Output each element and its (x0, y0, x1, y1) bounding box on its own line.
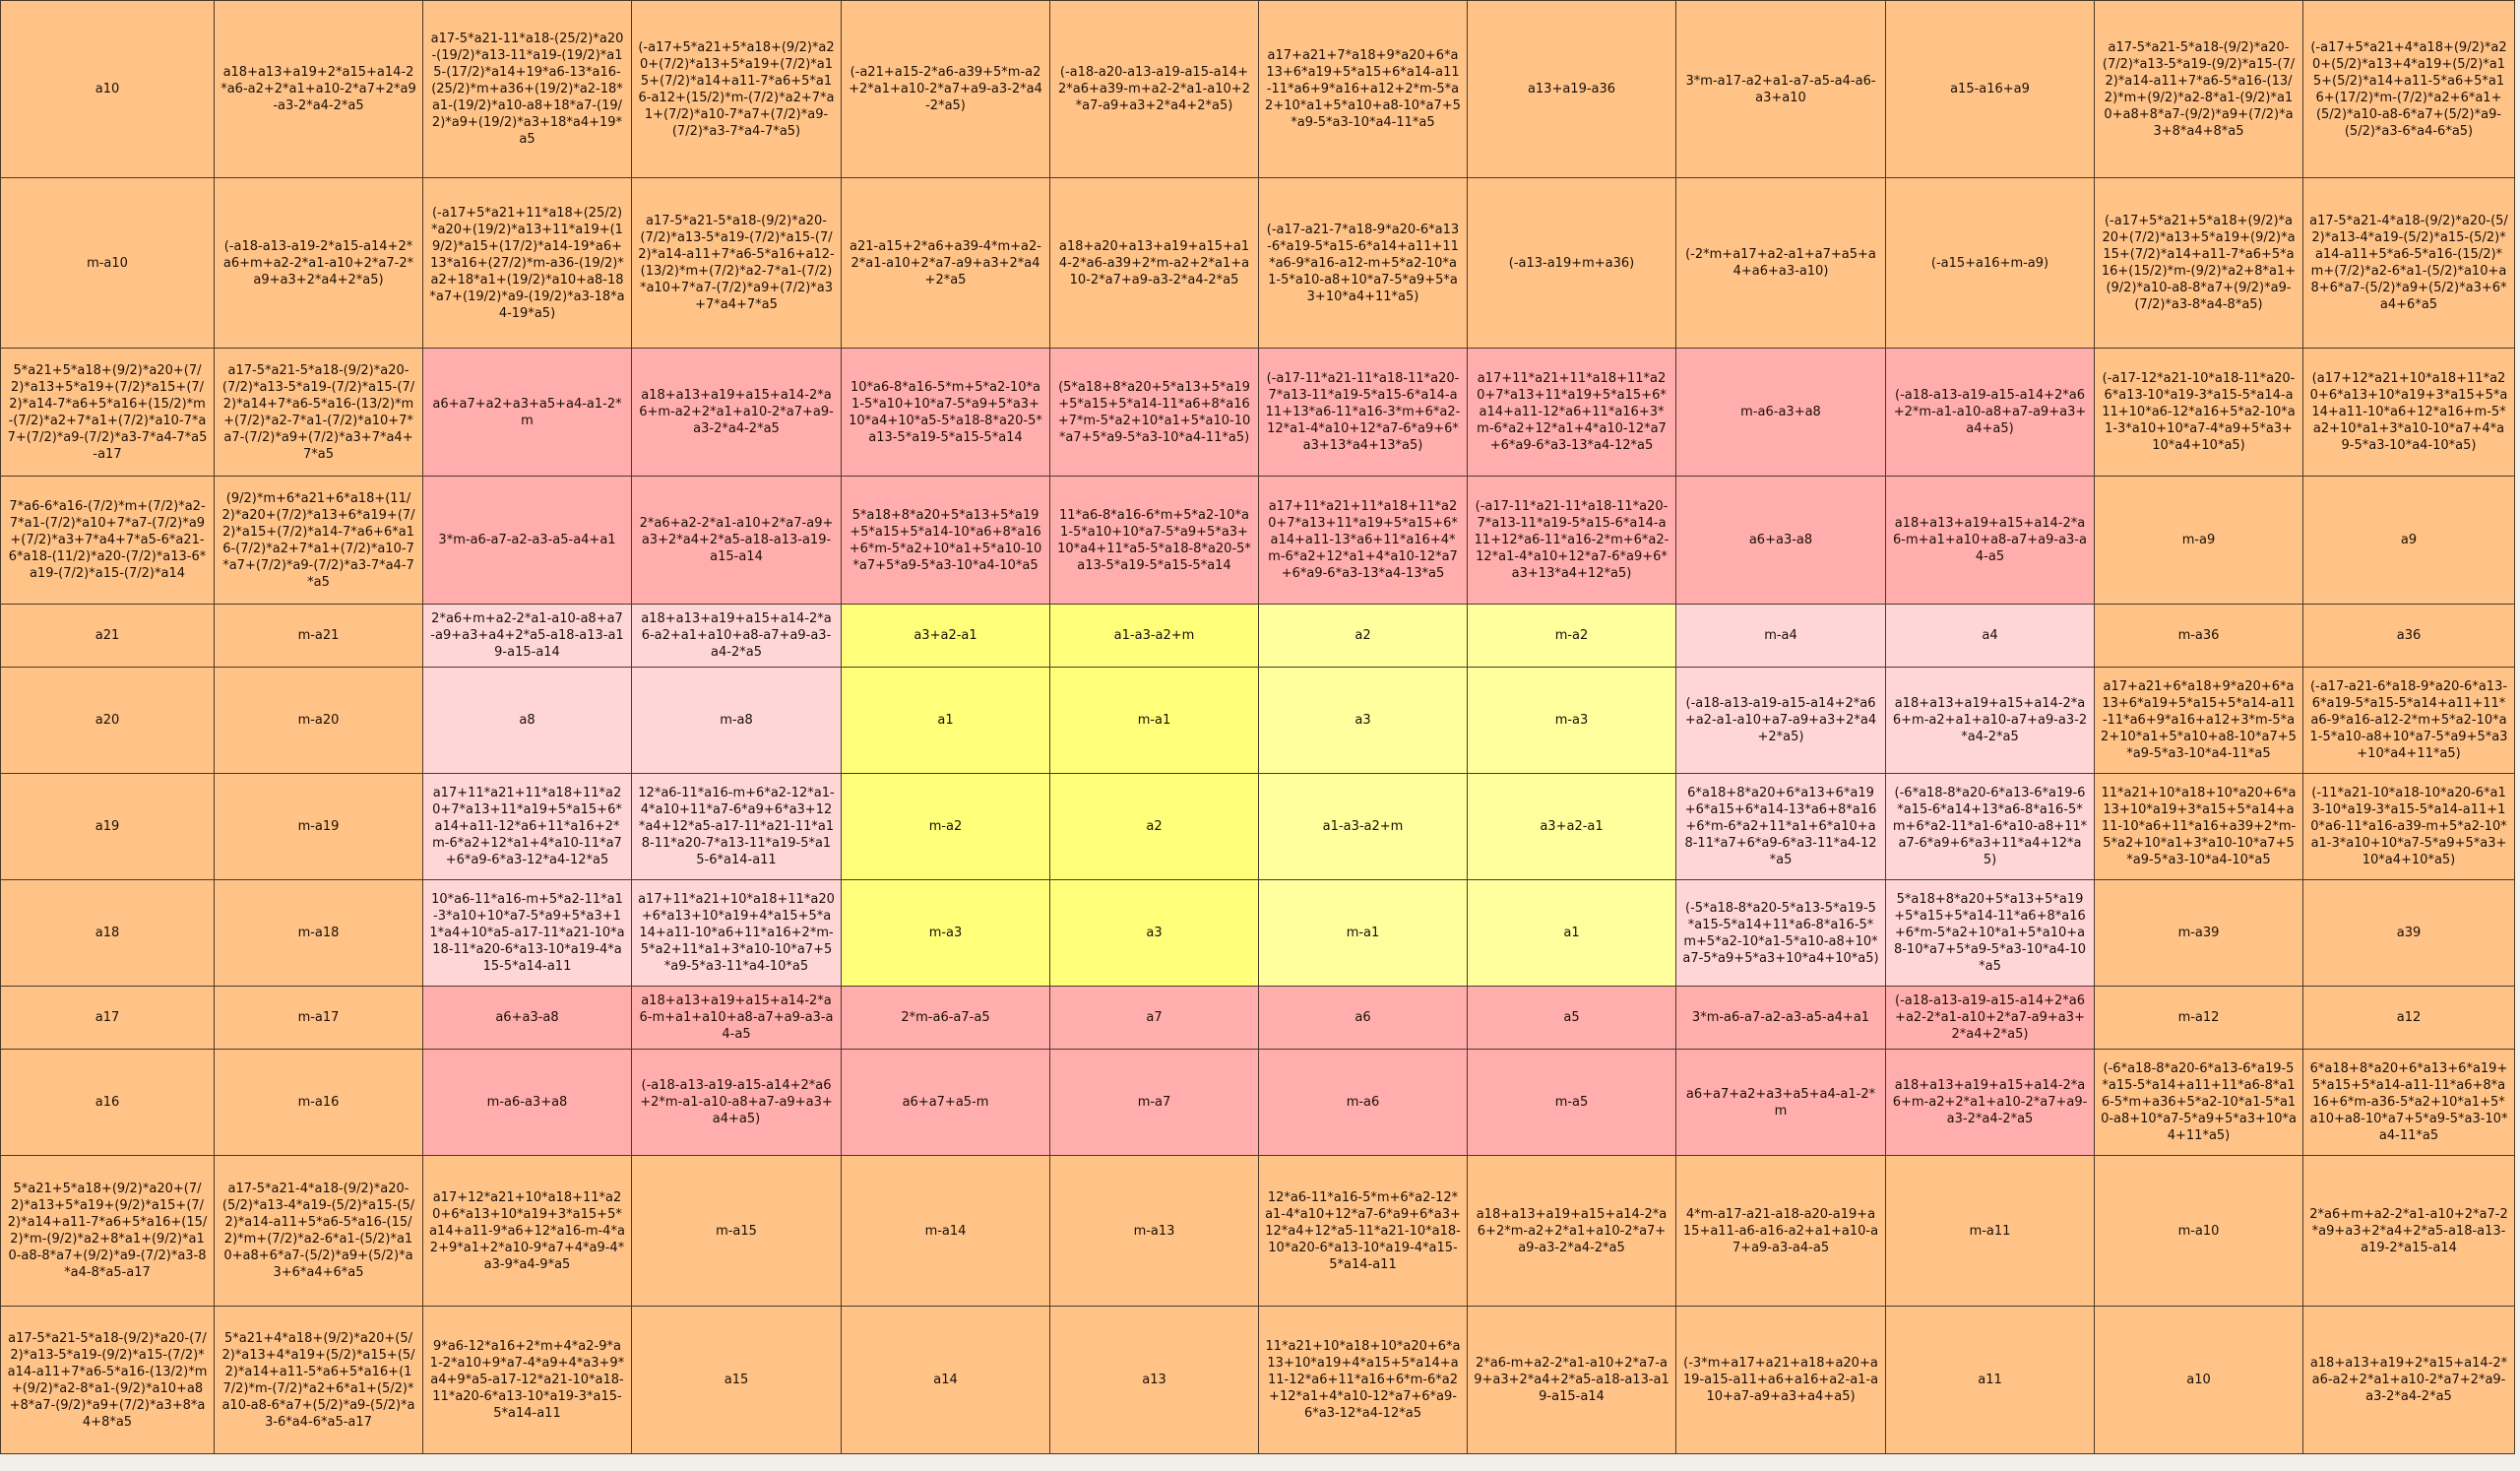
grid-cell[interactable]: a17 (1, 987, 215, 1050)
grid-cell[interactable]: (-2*m+a17+a2-a1+a7+a5+a4+a6+a3-a10) (1676, 178, 1886, 349)
grid-cell[interactable]: m-a6 (1259, 1050, 1468, 1156)
grid-cell[interactable]: a13 (1050, 1307, 1259, 1454)
grid-cell[interactable]: (-6*a18-8*a20-6*a13-6*a19-5*a15-5*a14+a11+11*a6-8*a16-5*m+a36+5*a2-10*a1-5*a10-a8+10*a7-5*a9+5*a3+10*a4+11*a5) (2095, 1050, 2303, 1156)
grid-cell[interactable]: a6+a3-a8 (423, 987, 632, 1050)
grid-cell[interactable]: a1-a3-a2+m (1259, 774, 1468, 880)
grid-row (1, 668, 2515, 774)
grid-cell[interactable]: m-a19 (215, 774, 423, 880)
grid-row (1, 477, 2515, 605)
grid-cell[interactable]: a3+a2-a1 (1468, 774, 1676, 880)
grid-cell[interactable]: a10 (2095, 1307, 2303, 1454)
grid-cell[interactable]: m-a17 (215, 987, 423, 1050)
grid-cell[interactable]: (-a18-a13-a19-2*a15-a14+2*a6+m+a2-2*a1-a10+2*a7-2*a9+a3+2*a4+2*a5) (215, 178, 423, 349)
grid-cell[interactable]: m-a2 (842, 774, 1050, 880)
grid-cell[interactable]: a2 (1259, 605, 1468, 668)
grid-cell[interactable]: a17+12*a21+10*a18+11*a20+6*a13+10*a19+3*a15+5*a14+a11-9*a6+12*a16-m-4*a2+9*a1+2*a10-9*a7+4*a9-4*a3-9*a4-9*a5 (423, 1156, 632, 1307)
grid-cell[interactable]: (5*a18+8*a20+5*a13+5*a19+5*a15+5*a14-11*a6+8*a16+7*m-5*a2+10*a1+5*a10-10*a7+5*a9-5*a3-10*a4-11*a5) (1050, 349, 1259, 477)
grid-cell[interactable]: 11*a6-8*a16-6*m+5*a2-10*a1-5*a10+10*a7-5*a9+5*a3+10*a4+11*a5-5*a18-8*a20-5*a13-5*a19-5*a15-5*a14 (1050, 477, 1259, 605)
grid-cell[interactable]: a17+a21+7*a18+9*a20+6*a13+6*a19+5*a15+6*a14-a11-11*a6+9*a16+a12+2*m-5*a2+10*a1+5*a10+a8-10*a7+5*a9-5*a3-10*a4-11*a5 (1259, 1, 1468, 178)
grid-cell[interactable]: a17-5*a21-11*a18-(25/2)*a20-(19/2)*a13-11*a19-(19/2)*a15-(17/2)*a14+19*a6-13*a16-(25/2)*m+a36+(19/2)*a2-18*a1-(19/2)*a10-a8+18*a7-(19/2)*a9+(19/2)*a3+18*a4+19*a5 (423, 1, 632, 178)
grid-cell[interactable]: a6+a3-a8 (1676, 477, 1886, 605)
grid-cell[interactable]: a18+a13+a19+a15+a14-2*a6+m-a2+a1+a10-a7+a9-a3-2*a4-2*a5 (1886, 668, 2095, 774)
grid-cell[interactable]: (-a13-a19+m+a36) (1468, 178, 1676, 349)
grid-cell[interactable]: (-11*a21-10*a18-10*a20-6*a13-10*a19-3*a15-5*a14-a11+10*a6-11*a16-a39-m+5*a2-10*a1-3*a10+10*a7-5*a9+5*a3+10*a4+10*a5) (2303, 774, 2515, 880)
grid-cell[interactable]: m-a12 (2095, 987, 2303, 1050)
grid-cell[interactable]: a1 (1468, 880, 1676, 987)
grid-cell[interactable]: m-a1 (1050, 668, 1259, 774)
grid-cell[interactable]: a17-5*a21-4*a18-(9/2)*a20-(5/2)*a13-4*a19-(5/2)*a15-(5/2)*a14-a11+5*a6-5*a16-(15/2)*m+(7/2)*a2-6*a1-(5/2)*a10+a8+6*a7-(5/2)*a9+(5/2)*a3+6*a4+6*a5 (2303, 178, 2515, 349)
grid-cell[interactable]: (a17+12*a21+10*a18+11*a20+6*a13+10*a19+3*a15+5*a14+a11-10*a6+12*a16+m-5*a2+10*a1+3*a10-10*a7+4*a9-5*a3-10*a4-10*a5) (2303, 349, 2515, 477)
grid-cell[interactable]: a21 (1, 605, 215, 668)
grid-cell[interactable]: (-a17+5*a21+4*a18+(9/2)*a20+(5/2)*a13+4*a19+(5/2)*a15+(5/2)*a14+a11-5*a6+5*a16+(17/2)*m-(7/2)*a2+6*a1+(5/2)*a10-a8-6*a7+(5/2)*a9-(5/2)*a3-6*a4-6*a5) (2303, 1, 2515, 178)
grid-cell[interactable]: (-a17-11*a21-11*a18-11*a20-7*a13-11*a19-5*a15-6*a14-a11+13*a6-11*a16-3*m+6*a2-12*a1-4*a10+12*a7-6*a9+6*a3+13*a4+13*a5) (1259, 349, 1468, 477)
grid-row (1, 774, 2515, 880)
grid-cell[interactable]: a8 (423, 668, 632, 774)
grid-cell[interactable]: (9/2)*m+6*a21+6*a18+(11/2)*a20+(7/2)*a13+6*a19+(7/2)*a15+(7/2)*a14-7*a6+6*a16-(7/2)*a2+7*a1+(7/2)*a10-7*a7+(7/2)*a9-(7/2)*a3-7*a4-7*a5 (215, 477, 423, 605)
grid-cell[interactable]: a18+a13+a19+a15+a14-2*a6-m+a1+a10+a8-a7+a9-a3-a4-a5 (632, 987, 842, 1050)
grid-cell[interactable]: 9*a6-12*a16+2*m+4*a2-9*a1-2*a10+9*a7-4*a9+4*a3+9*a4+9*a5-a17-12*a21-10*a18-11*a20-6*a13-10*a19-3*a15-5*a14-a11 (423, 1307, 632, 1454)
grid-cell[interactable]: a1 (842, 668, 1050, 774)
grid-cell[interactable]: (-a18-a13-a19-a15-a14+2*a6+2*m-a1-a10-a8+a7-a9+a3+a4+a5) (1886, 349, 2095, 477)
grid-cell[interactable]: a17+11*a21+11*a18+11*a20+7*a13+11*a19+5*a15+6*a14+a11-12*a6+11*a16+2*m-6*a2+12*a1+4*a10-11*a7+6*a9-6*a3-12*a4-12*a5 (423, 774, 632, 880)
grid-cell[interactable]: a18 (1, 880, 215, 987)
grid-row (1, 605, 2515, 668)
grid-cell[interactable]: (-a18-a13-a19-a15-a14+2*a6+2*m-a1-a10-a8+a7-a9+a3+a4+a5) (632, 1050, 842, 1156)
grid-cell[interactable]: 4*m-a17-a21-a18-a20-a19+a15+a11-a6-a16-a2+a1+a10-a7+a9-a3-a4-a5 (1676, 1156, 1886, 1307)
grid-cell[interactable]: a4 (1886, 605, 2095, 668)
grid-cell[interactable]: 10*a6-11*a16-m+5*a2-11*a1-3*a10+10*a7-5*a9+5*a3+11*a4+10*a5-a17-11*a21-10*a18-11*a20-6*a13-10*a19-4*a15-5*a14-a11 (423, 880, 632, 987)
grid-cell[interactable]: m-a8 (632, 668, 842, 774)
grid-cell[interactable]: a3+a2-a1 (842, 605, 1050, 668)
grid-cell[interactable]: m-a39 (2095, 880, 2303, 987)
grid-cell[interactable]: 2*m-a6-a7-a5 (842, 987, 1050, 1050)
grid-cell[interactable]: m-a14 (842, 1156, 1050, 1307)
grid-cell[interactable]: (-a17-a21-6*a18-9*a20-6*a13-6*a19-5*a15-5*a14+a11+11*a6-9*a16-a12-2*m+5*a2-10*a1-5*a10-a8+10*a7-5*a9+5*a3+10*a4+11*a5) (2303, 668, 2515, 774)
grid-cell[interactable]: (-6*a18-8*a20-6*a13-6*a19-6*a15-6*a14+13*a6-8*a16-5*m+6*a2-11*a1-6*a10-a8+11*a7-6*a9+6*a3+11*a4+12*a5) (1886, 774, 2095, 880)
grid-cell[interactable]: a18+a13+a19+a15+a14-2*a6-a2+a1+a10+a8-a7+a9-a3-a4-2*a5 (632, 605, 842, 668)
grid-cell[interactable]: a3 (1050, 880, 1259, 987)
grid-cell[interactable]: 2*a6+a2-2*a1-a10+2*a7-a9+a3+2*a4+2*a5-a18-a13-a19-a15-a14 (632, 477, 842, 605)
grid-cell[interactable]: (-a17+5*a21+5*a18+(9/2)*a20+(7/2)*a13+5*a19+(9/2)*a15+(7/2)*a14+a11-7*a6+5*a16+(15/2)*m-(9/2)*a2+8*a1+(9/2)*a10-a8-8*a7+(9/2)*a9-(7/2)*a3-8*a4-8*a5) (2095, 178, 2303, 349)
grid-cell[interactable]: a13+a19-a36 (1468, 1, 1676, 178)
grid-cell[interactable]: 2*a6+m+a2-2*a1-a10+2*a7-2*a9+a3+2*a4+2*a5-a18-a13-a19-2*a15-a14 (2303, 1156, 2515, 1307)
grid-cell[interactable]: (-a18-a20-a13-a19-a15-a14+2*a6+a39-m+a2-2*a1-a10+2*a7-a9+a3+2*a4+2*a5) (1050, 1, 1259, 178)
grid-cell[interactable]: a17-5*a21-5*a18-(9/2)*a20-(7/2)*a13-5*a19-(7/2)*a15-(7/2)*a14+7*a6-5*a16-(13/2)*m+(7/2)*a2-7*a1-(7/2)*a10+7*a7-(7/2)*a9+(7/2)*a3+7*a4+7*a5 (215, 349, 423, 477)
grid-cell[interactable]: a17+11*a21+11*a18+11*a20+7*a13+11*a19+5*a15+6*a14+a11-13*a6+11*a16+4*m-6*a2+12*a1+4*a10-12*a7+6*a9-6*a3-13*a4-13*a5 (1259, 477, 1468, 605)
grid-cell[interactable]: 5*a18+8*a20+5*a13+5*a19+5*a15+5*a14-11*a6+8*a16+6*m-5*a2+10*a1+5*a10+a8-10*a7+5*a9-5*a3-10*a4-10*a5 (1886, 880, 2095, 987)
grid-cell[interactable]: a5 (1468, 987, 1676, 1050)
grid-row (1, 1050, 2515, 1156)
grid-cell[interactable]: m-a13 (1050, 1156, 1259, 1307)
grid-cell[interactable]: a17+a21+6*a18+9*a20+6*a13+6*a19+5*a15+5*a14-a11-11*a6+9*a16+a12+3*m-5*a2+10*a1+5*a10+a8-10*a7+5*a9-5*a3-10*a4-11*a5 (2095, 668, 2303, 774)
grid-cell[interactable]: m-a6-a3+a8 (1676, 349, 1886, 477)
grid-cell[interactable]: a18+a13+a19+a15+a14-2*a6+m-a2+2*a1+a10-2*a7+a9-a3-2*a4-2*a5 (632, 349, 842, 477)
grid-cell[interactable]: 5*a21+4*a18+(9/2)*a20+(5/2)*a13+4*a19+(5/2)*a15+(5/2)*a14+a11-5*a6+5*a16+(17/2)*m-(7/2)*a2+6*a1+(5/2)*a10-a8-6*a7+(5/2)*a9-(5/2)*a3-6*a4-6*a5-a17 (215, 1307, 423, 1454)
grid-cell[interactable]: m-a3 (842, 880, 1050, 987)
grid-cell[interactable]: m-a16 (215, 1050, 423, 1156)
grid-cell[interactable]: a17+11*a21+10*a18+11*a20+6*a13+10*a19+4*a15+5*a14+a11-10*a6+11*a16+2*m-5*a2+11*a1+3*a10-10*a7+5*a9-5*a3-11*a4-10*a5 (632, 880, 842, 987)
grid-cell[interactable]: a17+11*a21+11*a18+11*a20+7*a13+11*a19+5*a15+6*a14+a11-12*a6+11*a16+3*m-6*a2+12*a1+4*a10-12*a7+6*a9-6*a3-13*a4-12*a5 (1468, 349, 1676, 477)
grid-cell[interactable]: 5*a21+5*a18+(9/2)*a20+(7/2)*a13+5*a19+(9/2)*a15+(7/2)*a14+a11-7*a6+5*a16+(15/2)*m-(9/2)*a2+8*a1+(9/2)*a10-a8-8*a7+(9/2)*a9-(7/2)*a3-8*a4-8*a5-a17 (1, 1156, 215, 1307)
grid-cell[interactable]: a2 (1050, 774, 1259, 880)
grid-cell[interactable]: a17-5*a21-5*a18-(9/2)*a20-(7/2)*a13-5*a19-(7/2)*a15-(7/2)*a14-a11+7*a6-5*a16+a12-(13/2)*m+(7/2)*a2-7*a1-(7/2)*a10+7*a7-(7/2)*a9+(7/2)*a3+7*a4+7*a5 (632, 178, 842, 349)
grid-cell[interactable]: a21-a15+2*a6+a39-4*m+a2-2*a1-a10+2*a7-a9+a3+2*a4+2*a5 (842, 178, 1050, 349)
grid-cell[interactable]: a6+a7+a5-m (842, 1050, 1050, 1156)
grid-cell[interactable]: (-a17-12*a21-10*a18-11*a20-6*a13-10*a19-3*a15-5*a14-a11+10*a6-12*a16+5*a2-10*a1-3*a10+10*a7-4*a9+5*a3+10*a4+10*a5) (2095, 349, 2303, 477)
grid-cell[interactable]: a10 (1, 1, 215, 178)
grid-cell[interactable]: a7 (1050, 987, 1259, 1050)
grid-cell[interactable]: a16 (1, 1050, 215, 1156)
grid-cell[interactable]: m-a21 (215, 605, 423, 668)
grid-row (1, 987, 2515, 1050)
grid-cell[interactable]: m-a18 (215, 880, 423, 987)
grid-cell[interactable]: (-3*m+a17+a21+a18+a20+a19-a15-a11+a6+a16+a2-a1-a10+a7-a9+a3+a4+a5) (1676, 1307, 1886, 1454)
grid-row (1, 1, 2515, 178)
grid-cell[interactable]: m-a10 (2095, 1156, 2303, 1307)
grid-cell[interactable]: (-a17+5*a21+11*a18+(25/2)*a20+(19/2)*a13+11*a19+(19/2)*a15+(17/2)*a14-19*a6+13*a16+(27/2)*m-a36-(19/2)*a2+18*a1+(19/2)*a10+a8-18*a7+(19/2)*a9-(19/2)*a3-18*a4-19*a5) (423, 178, 632, 349)
grid-cell[interactable]: 12*a6-11*a16-m+6*a2-12*a1-4*a10+11*a7-6*a9+6*a3+12*a4+12*a5-a17-11*a21-11*a18-11*a20-7*a13-11*a19-5*a15-6*a14-a11 (632, 774, 842, 880)
grid-cell[interactable]: (-5*a18-8*a20-5*a13-5*a19-5*a15-5*a14+11*a6-8*a16-5*m+5*a2-10*a1-5*a10-a8+10*a7-5*a9+5*a3+10*a4+10*a5) (1676, 880, 1886, 987)
grid-cell[interactable]: (-a17-11*a21-11*a18-11*a20-7*a13-11*a19-5*a15-6*a14-a11+12*a6-11*a16-2*m+6*a2-12*a1-4*a10+12*a7-6*a9+6*a3+13*a4+12*a5) (1468, 477, 1676, 605)
grid-cell[interactable]: a6+a7+a2+a3+a5+a4-a1-2*m (423, 349, 632, 477)
grid-cell[interactable]: m-a4 (1676, 605, 1886, 668)
grid-cell[interactable]: a36 (2303, 605, 2515, 668)
grid-cell[interactable]: a3 (1259, 668, 1468, 774)
grid-cell[interactable]: 3*m-a17-a2+a1-a7-a5-a4-a6-a3+a10 (1676, 1, 1886, 178)
grid-cell[interactable]: m-a5 (1468, 1050, 1676, 1156)
grid-cell[interactable]: m-a9 (2095, 477, 2303, 605)
grid-cell[interactable]: 7*a6-6*a16-(7/2)*m+(7/2)*a2-7*a1-(7/2)*a10+7*a7-(7/2)*a9+(7/2)*a3+7*a4+7*a5-6*a21-6*a18-(11/2)*a20-(7/2)*a13-6*a19-(7/2)*a15-(7/2)*a14 (1, 477, 215, 605)
grid-cell[interactable]: 6*a18+8*a20+6*a13+6*a19+6*a15+6*a14-13*a6+8*a16+6*m-6*a2+11*a1+6*a10+a8-11*a7+6*a9-6*a3-11*a4-12*a5 (1676, 774, 1886, 880)
grid-cell[interactable]: m-a10 (1, 178, 215, 349)
grid-cell[interactable]: a39 (2303, 880, 2515, 987)
grid-cell[interactable]: a18+a13+a19+2*a15+a14-2*a6-a2+2*a1+a10-2*a7+2*a9-a3-2*a4-2*a5 (2303, 1307, 2515, 1454)
grid-cell[interactable]: m-a6-a3+a8 (423, 1050, 632, 1156)
grid-cell[interactable]: 3*m-a6-a7-a2-a3-a5-a4+a1 (1676, 987, 1886, 1050)
grid-cell[interactable]: a18+a20+a13+a19+a15+a14-2*a6-a39+2*m-a2+2*a1+a10-2*a7+a9-a3-2*a4-2*a5 (1050, 178, 1259, 349)
grid-cell[interactable]: a15 (632, 1307, 842, 1454)
grid-cell[interactable]: a6+a7+a2+a3+a5+a4-a1-2*m (1676, 1050, 1886, 1156)
grid-cell[interactable]: a15-a16+a9 (1886, 1, 2095, 178)
grid-cell[interactable]: a14 (842, 1307, 1050, 1454)
grid-cell[interactable]: 11*a21+10*a18+10*a20+6*a13+10*a19+3*a15+5*a14+a11-10*a6+11*a16+a39+2*m-5*a2+10*a1+3*a10-10*a7+5*a9-5*a3-10*a4-10*a5 (2095, 774, 2303, 880)
grid-cell[interactable]: 6*a18+8*a20+6*a13+6*a19+5*a15+5*a14-a11-11*a6+8*a16+6*m-a36-5*a2+10*a1+5*a10+a8-10*a7+5*a9-5*a3-10*a4-11*a5 (2303, 1050, 2515, 1156)
grid-cell[interactable]: a9 (2303, 477, 2515, 605)
grid-cell[interactable]: 5*a18+8*a20+5*a13+5*a19+5*a15+5*a14-10*a6+8*a16+6*m-5*a2+10*a1+5*a10-10*a7+5*a9-5*a3-10*a4-10*a5 (842, 477, 1050, 605)
grid-cell[interactable]: m-a36 (2095, 605, 2303, 668)
grid-cell[interactable]: a18+a13+a19+2*a15+a14-2*a6-a2+2*a1+a10-2*a7+2*a9-a3-2*a4-2*a5 (215, 1, 423, 178)
grid-body (1, 1, 2515, 1454)
grid-cell[interactable]: m-a15 (632, 1156, 842, 1307)
grid-cell[interactable]: a18+a13+a19+a15+a14-2*a6+2*m-a2+2*a1+a10-2*a7+a9-a3-2*a4-2*a5 (1468, 1156, 1676, 1307)
grid-cell[interactable]: (-a17-a21-7*a18-9*a20-6*a13-6*a19-5*a15-6*a14+a11+11*a6-9*a16-a12-m+5*a2-10*a1-5*a10-a8+10*a7-5*a9+5*a3+10*a4+11*a5) (1259, 178, 1468, 349)
grid-cell[interactable]: (-a18-a13-a19-a15-a14+2*a6+a2-2*a1-a10+2*a7-a9+a3+2*a4+2*a5) (1886, 987, 2095, 1050)
grid-cell[interactable]: 2*a6-m+a2-2*a1-a10+2*a7-a9+a3+2*a4+2*a5-a18-a13-a19-a15-a14 (1468, 1307, 1676, 1454)
grid-cell[interactable]: a18+a13+a19+a15+a14-2*a6+m-a2+2*a1+a10-2*a7+a9-a3-2*a4-2*a5 (1886, 1050, 2095, 1156)
grid-row (1, 1156, 2515, 1307)
grid-cell[interactable]: (-a21+a15-2*a6-a39+5*m-a2+2*a1+a10-2*a7+a9-a3-2*a4-2*a5) (842, 1, 1050, 178)
grid-cell[interactable]: 3*m-a6-a7-a2-a3-a5-a4+a1 (423, 477, 632, 605)
grid-cell[interactable]: m-a2 (1468, 605, 1676, 668)
grid-cell[interactable]: m-a3 (1468, 668, 1676, 774)
grid-cell[interactable]: 2*a6+m+a2-2*a1-a10-a8+a7-a9+a3+a4+2*a5-a18-a13-a19-a15-a14 (423, 605, 632, 668)
grid-row (1, 178, 2515, 349)
grid-cell[interactable]: 11*a21+10*a18+10*a20+6*a13+10*a19+4*a15+5*a14+a11-12*a6+11*a16+6*m-6*a2+12*a1+4*a10-12*a7+6*a9-6*a3-12*a4-12*a5 (1259, 1307, 1468, 1454)
grid-cell[interactable]: 5*a21+5*a18+(9/2)*a20+(7/2)*a13+5*a19+(7/2)*a15+(7/2)*a14-7*a6+5*a16+(15/2)*m-(7/2)*a2+7*a1+(7/2)*a10-7*a7+(7/2)*a9-(7/2)*a3-7*a4-7*a5-a17 (1, 349, 215, 477)
grid-cell[interactable]: (-a17+5*a21+5*a18+(9/2)*a20+(7/2)*a13+5*a19+(7/2)*a15+(7/2)*a14+a11-7*a6+5*a16-a12+(15/2)*m-(7/2)*a2+7*a1+(7/2)*a10-7*a7+(7/2)*a9-(7/2)*a3-7*a4-7*a5) (632, 1, 842, 178)
grid-row (1, 1307, 2515, 1454)
grid-row (1, 349, 2515, 477)
grid-cell[interactable]: a17-5*a21-5*a18-(9/2)*a20-(7/2)*a13-5*a19-(9/2)*a15-(7/2)*a14-a11+7*a6-5*a16-(13/2)*m+(9/2)*a2-8*a1-(9/2)*a10+a8+8*a7-(9/2)*a9+(7/2)*a3+8*a4+8*a5 (2095, 1, 2303, 178)
grid-cell[interactable]: m-a7 (1050, 1050, 1259, 1156)
grid-cell[interactable]: a17-5*a21-4*a18-(9/2)*a20-(5/2)*a13-4*a19-(5/2)*a15-(5/2)*a14-a11+5*a6-5*a16-(15/2)*m+(7/2)*a2-6*a1-(5/2)*a10+a8+6*a7-(5/2)*a9+(5/2)*a3+6*a4+6*a5 (215, 1156, 423, 1307)
grid-cell[interactable]: a12 (2303, 987, 2515, 1050)
grid-cell[interactable]: 10*a6-8*a16-5*m+5*a2-10*a1-5*a10+10*a7-5*a9+5*a3+10*a4+10*a5-5*a18-8*a20-5*a13-5*a19-5*a15-5*a14 (842, 349, 1050, 477)
grid-cell[interactable]: (-a15+a16+m-a9) (1886, 178, 2095, 349)
grid-cell[interactable]: a17-5*a21-5*a18-(9/2)*a20-(7/2)*a13-5*a19-(9/2)*a15-(7/2)*a14-a11+7*a6-5*a16-(13/2)*m+(9/2)*a2-8*a1-(9/2)*a10+a8+8*a7-(9/2)*a9+(7/2)*a3+8*a4+8*a5 (1, 1307, 215, 1454)
grid-cell[interactable]: (-a18-a13-a19-a15-a14+2*a6+a2-a1-a10+a7-a9+a3+2*a4+2*a5) (1676, 668, 1886, 774)
grid-cell[interactable]: a6 (1259, 987, 1468, 1050)
grid-cell[interactable]: a19 (1, 774, 215, 880)
grid-cell[interactable]: m-a1 (1259, 880, 1468, 987)
grid-cell[interactable]: m-a20 (215, 668, 423, 774)
grid-cell[interactable]: m-a11 (1886, 1156, 2095, 1307)
grid-cell[interactable]: a11 (1886, 1307, 2095, 1454)
grid-cell[interactable]: 12*a6-11*a16-5*m+6*a2-12*a1-4*a10+12*a7-6*a9+6*a3+12*a4+12*a5-11*a21-10*a18-10*a20-6*a13-10*a19-4*a15-5*a14-a11 (1259, 1156, 1468, 1307)
grid-row (1, 880, 2515, 987)
grid-cell[interactable]: a20 (1, 668, 215, 774)
grid-cell[interactable]: a1-a3-a2+m (1050, 605, 1259, 668)
grid-cell[interactable]: a18+a13+a19+a15+a14-2*a6-m+a1+a10+a8-a7+a9-a3-a4-a5 (1886, 477, 2095, 605)
